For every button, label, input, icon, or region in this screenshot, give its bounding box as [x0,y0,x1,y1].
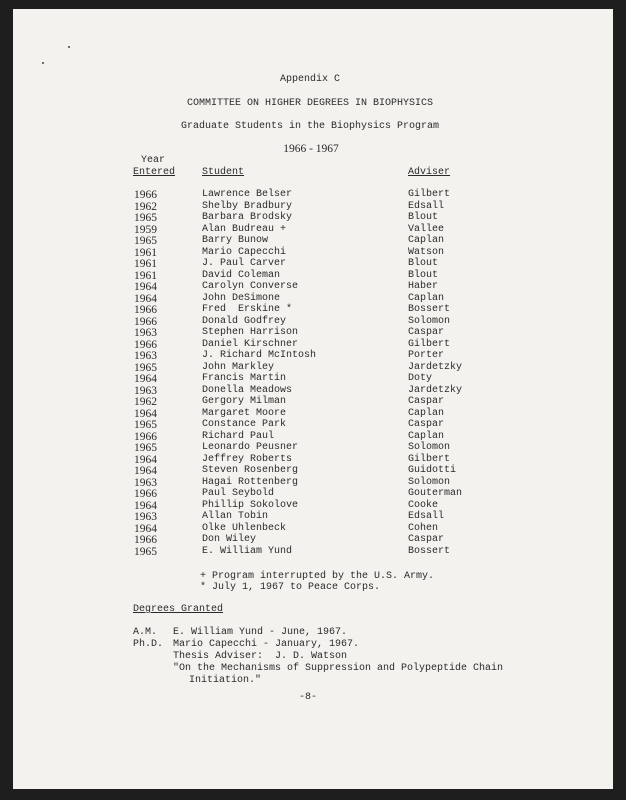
appendix-label: Appendix C [279,74,341,85]
table-row [0,477,626,489]
student-cell: J. Paul Carver [202,258,287,269]
year-cell: 1964 [134,453,157,466]
student-cell: Phillip Sokolove [202,499,299,511]
year-cell: 1963 [134,511,157,523]
adviser-cell: Caplan [408,292,445,304]
year-cell: 1964 [134,292,157,305]
thesis-title-line2: Initiation." [189,675,262,686]
student-cell: Donald Godfrey [202,315,287,327]
year-cell: 1961 [134,258,157,270]
table-row [0,511,626,523]
table-row [0,304,626,316]
table-row [0,350,626,362]
adviser-cell: Caspar [408,396,445,407]
table-row [0,385,626,397]
adviser-cell: Haber [408,281,439,292]
year-cell: 1963 [134,384,157,397]
table-row [0,316,626,328]
student-cell: John DeSimone [202,292,281,304]
year-cell: 1965 [134,361,157,374]
table-row [0,408,626,420]
adviser-cell: Blout [408,258,439,269]
year-cell: 1966 [134,430,157,443]
student-cell: Steven Rosenberg [202,465,299,476]
year-cell: 1965 [134,419,157,431]
adviser-cell: Doty [408,373,433,384]
table-row [0,454,626,466]
col-header-year-2: Entered [133,167,176,178]
speck [42,62,44,64]
am-text: E. William Yund - June, 1967. [173,627,348,638]
table-row [0,488,626,500]
student-cell: Jeffrey Roberts [202,453,293,465]
student-cell: Leonardo Peusner [202,442,299,453]
year-cell: 1965 [134,212,157,224]
table-row [0,224,626,236]
student-cell: Francis Martin [202,373,287,384]
table-row [0,373,626,385]
table-row [0,500,626,512]
student-cell: Stephen Harrison [202,327,299,338]
year-cell: 1965 [134,442,157,454]
student-cell: Mario Capecchi [202,246,287,258]
adviser-cell: Vallee [408,223,445,235]
student-cell: Donella Meadows [202,384,293,396]
year-cell: 1965 [134,235,157,247]
am-label: A.M. [133,627,158,638]
year-cell: 1964 [134,499,157,512]
thesis-adviser: Thesis Adviser: J. D. Watson [173,651,348,662]
year-cell: 1966 [134,488,157,500]
adviser-cell: Cooke [408,499,439,511]
adviser-cell: Caspar [408,419,445,430]
year-cell: 1963 [134,350,157,362]
student-cell: Paul Seybold [202,488,275,499]
adviser-cell: Gilbert [408,453,451,465]
student-cell: Shelby Bradbury [202,200,293,212]
phd-text: Mario Capecchi - January, 1967. [173,639,360,650]
col-header-adviser: Adviser [408,167,451,178]
student-cell: Fred Erskine * [202,304,293,315]
table-row [0,442,626,454]
year-cell: 1964 [134,465,157,477]
year-cell: 1965 [134,545,157,558]
year-cell: 1959 [134,223,157,236]
academic-years: 1966 - 1967 [283,143,339,155]
year-cell: 1966 [134,304,157,316]
adviser-cell: Caplan [408,235,445,246]
adviser-cell: Gilbert [408,338,451,350]
table-row [0,235,626,247]
student-cell: Lawrence Belser [202,189,293,200]
student-cell: Margaret Moore [202,407,287,419]
table-row [0,419,626,431]
col-header-student: Student [202,167,245,178]
year-cell: 1964 [134,373,157,385]
student-cell: Don Wiley [202,534,257,545]
student-cell: John Markley [202,361,275,373]
thesis-title-line1: "On the Mechanisms of Suppression and Polypeptide Chain [173,663,504,674]
table-row [0,293,626,305]
student-cell: J. Richard McIntosh [202,350,317,361]
subtitle: Graduate Students in the Biophysics Program [180,121,440,132]
committee-title: COMMITTEE ON HIGHER DEGREES IN BIOPHYSICS [186,98,434,109]
table-row [0,546,626,558]
adviser-cell: Solomon [408,476,451,488]
table-row [0,339,626,351]
student-cell: Richard Paul [202,430,275,442]
year-cell: 1963 [134,476,157,489]
table-row [0,431,626,443]
year-cell: 1966 [134,338,157,351]
adviser-cell: Jardetzky [408,384,463,396]
year-cell: 1966 [134,189,157,201]
adviser-cell: Edsall [408,511,445,522]
student-cell: Barbara Brodsky [202,212,293,223]
adviser-cell: Watson [408,246,445,258]
table-row [0,281,626,293]
adviser-cell: Gilbert [408,189,451,200]
year-cell: 1966 [134,315,157,328]
student-cell: Daniel Kirschner [202,338,299,350]
footnote-peace-corps: * July 1, 1967 to Peace Corps. [200,582,381,593]
table-row [0,247,626,259]
table-row [0,534,626,546]
adviser-cell: Blout [408,212,439,223]
phd-label: Ph.D. [133,639,164,650]
adviser-cell: Solomon [408,315,451,327]
page-number: -8- [298,692,318,703]
table-row [0,270,626,282]
year-cell: 1963 [134,327,157,339]
table-row [0,523,626,535]
adviser-cell: Solomon [408,442,451,453]
adviser-cell: Cohen [408,522,439,534]
student-cell: Constance Park [202,419,287,430]
adviser-cell: Caplan [408,430,445,442]
year-cell: 1964 [134,281,157,293]
footnote-army: + Program interrupted by the U.S. Army. [200,571,435,582]
adviser-cell: Guidotti [408,465,457,476]
year-cell: 1961 [134,269,157,282]
adviser-cell: Blout [408,269,439,281]
student-cell: Barry Bunow [202,235,269,246]
year-cell: 1964 [134,522,157,535]
table-row [0,258,626,270]
year-cell: 1966 [134,534,157,546]
adviser-cell: Caspar [408,534,445,545]
student-cell: E. William Yund [202,545,293,557]
student-cell: Carolyn Converse [202,281,299,292]
student-cell: Allan Tobin [202,511,269,522]
adviser-cell: Caplan [408,407,445,419]
table-row [0,189,626,201]
student-cell: Hagai Rottenberg [202,476,299,488]
table-row [0,465,626,477]
adviser-cell: Bossert [408,545,451,557]
table-row [0,212,626,224]
adviser-cell: Porter [408,350,445,361]
adviser-cell: Bossert [408,304,451,315]
student-cell: Alan Budreau + [202,223,287,235]
degrees-heading: Degrees Granted [133,604,224,615]
year-cell: 1962 [134,396,157,408]
table-row [0,396,626,408]
adviser-cell: Gouterman [408,488,463,499]
speck [68,46,70,48]
adviser-cell: Caspar [408,327,445,338]
table-row [0,362,626,374]
col-header-year-1: Year [141,155,166,166]
table-row [0,327,626,339]
adviser-cell: Edsall [408,200,445,212]
table-row [0,201,626,213]
year-cell: 1964 [134,407,157,420]
year-cell: 1961 [134,246,157,259]
student-cell: David Coleman [202,269,281,281]
year-cell: 1962 [134,200,157,213]
student-cell: Gergory Milman [202,396,287,407]
student-cell: Olke Uhlenbeck [202,522,287,534]
adviser-cell: Jardetzky [408,361,463,373]
